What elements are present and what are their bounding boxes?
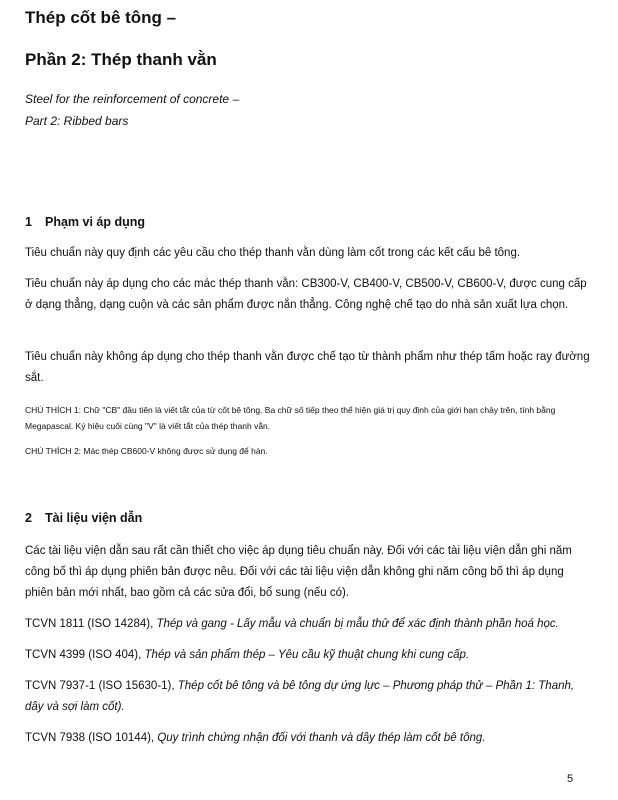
section-1-paragraph-3: Tiêu chuẩn này không áp dụng cho thép thanh vằn được chế tạo từ thành phẩm như thép tấm hoặc ray đường sắt. [25, 351, 590, 384]
section-1-title: Phạm vi áp dụng [45, 215, 146, 229]
reference-title: Thép cốt bê tông và bê tông dự ứng lực – Phương pháp thử – Phần 1: Thanh, dây và sợi làm cốt). [25, 680, 575, 713]
reference-item [25, 645, 590, 666]
page-number: 5 [567, 773, 574, 785]
english-title-line-2: Part 2: Ribbed bars [25, 114, 129, 128]
reference-code: TCVN 7938 (ISO 10144), [25, 732, 158, 744]
reference-title: Quy trình chứng nhận đối với thanh và dây thép làm cốt bê tông. [157, 732, 486, 744]
title-line-2: Phần 2: Thép thanh vằn [25, 50, 217, 69]
note-1: CHÚ THÍCH 1: Chữ "CB" đầu tiên là viết tắt của từ cốt bê tông. Ba chữ số tiếp theo thể hiện giá trị quy định của giới hạn chảy trên, tính bằng Megapascal. Ký hiệu cuối cùng "V" là viết tắt của thép thanh vằn. [25, 405, 556, 431]
section-1-paragraph-1: Tiêu chuẩn này quy định các yêu cầu cho thép thanh vằn dùng làm cốt trong các kết cấu bê tông. [25, 247, 521, 259]
section-1-paragraph-2: Tiêu chuẩn này áp dụng cho các mác thép thanh vằn: CB300-V, CB400-V, CB500-V, CB600-V, được cung cấp ở dạng thẳng, dạng cuộn và các sản phẩm được nắn thẳng. Công nghệ chế tạo do nhà sản xuất lựa chọn. [25, 278, 587, 311]
section-2-heading [25, 511, 142, 525]
reference-title: Thép và gang - Lấy mẫu và chuẩn bị mẫu thử để xác định thành phần hoá học. [156, 618, 559, 630]
section-1-number: 1 [25, 215, 32, 229]
title-line-1: Thép cốt bê tông – [25, 8, 177, 27]
reference-code: TCVN 7937-1 (ISO 15630-1), [25, 680, 178, 692]
reference-item [25, 614, 590, 635]
section-1-heading [25, 215, 145, 229]
reference-code: TCVN 4399 (ISO 404), [25, 649, 145, 661]
note-2: CHÚ THÍCH 2: Mác thép CB600-V không được sử dụng để hàn. [25, 446, 268, 456]
reference-code: TCVN 1811 (ISO 14284), [25, 618, 157, 630]
reference-title: Thép và sản phẩm thép – Yêu cầu kỹ thuật chung khi cung cấp. [144, 649, 470, 661]
english-title-line-1: Steel for the reinforcement of concrete – [25, 92, 240, 106]
section-2-number: 2 [25, 511, 32, 525]
section-2-title: Tài liệu viện dẫn [45, 511, 143, 525]
section-2-paragraph-1: Các tài liệu viện dẫn sau rất cần thiết cho việc áp dụng tiêu chuẩn này. Đối với các tài liệu viện dẫn ghi năm công bố thì áp dụng phiên bản được nêu. Đối với các tài liệu viện dẫn không ghi năm công bố thì áp dụng phiên bản mới nhất, bao gồm cả các sửa đổi, bổ sung (nếu có). [25, 545, 572, 599]
reference-item [25, 728, 590, 749]
reference-item [25, 676, 590, 718]
